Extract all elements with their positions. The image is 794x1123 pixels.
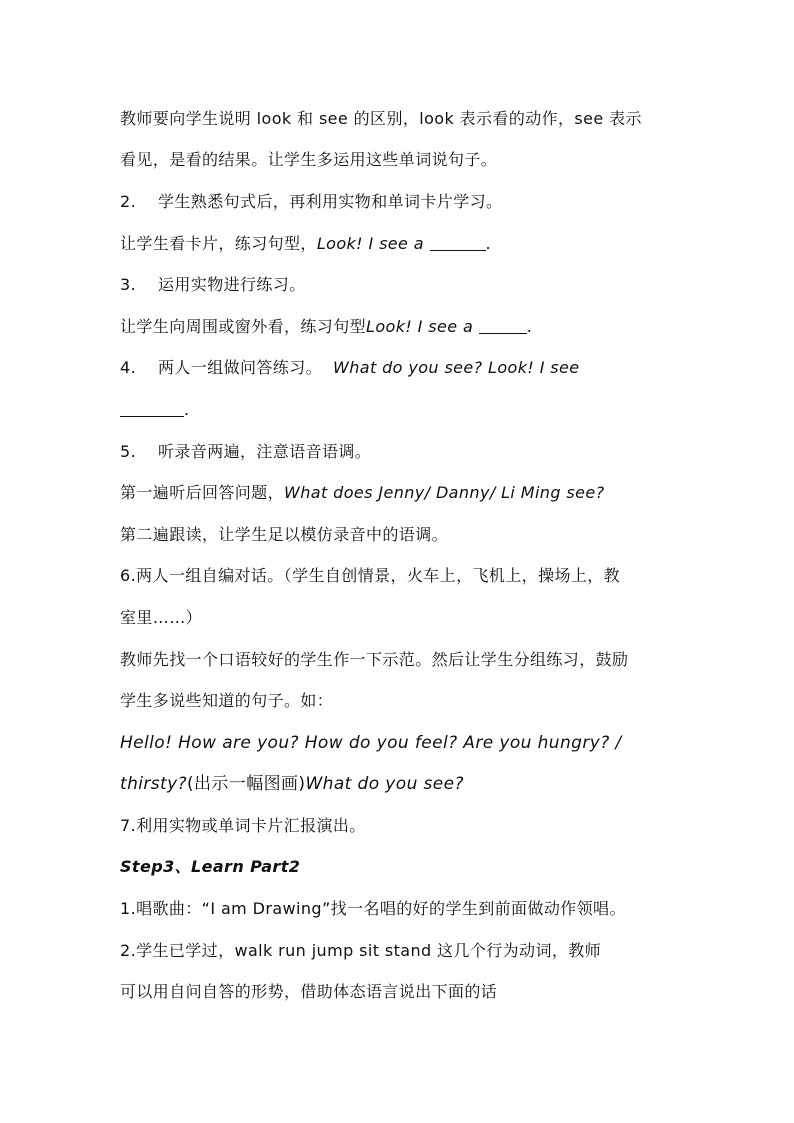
- paragraph-text: 2.学生已学过，walk run jump sit stand 这几个行为动词，教师: [120, 940, 602, 960]
- paragraph-text: (出示一幅图画): [186, 774, 306, 795]
- english-sentence: What does Jenny/ Danny/ Li Ming see?: [284, 483, 605, 503]
- text-line: [120, 389, 680, 431]
- text-line: [120, 223, 680, 265]
- text-line: [120, 764, 680, 806]
- item-number: 4.: [120, 358, 137, 378]
- text-line: [120, 639, 680, 681]
- text-line: [120, 472, 680, 514]
- text-line: [120, 306, 680, 348]
- item-number: 3.: [120, 275, 137, 295]
- step-heading: Step3、Learn Part2: [120, 857, 301, 877]
- punctuation: .: [485, 233, 491, 253]
- paragraph-text: 1.唱歌曲：“I am Drawing”找一名唱的好的学生到前面做动作领唱。: [120, 899, 626, 919]
- fill-blank: [479, 319, 527, 334]
- text-line: [120, 888, 680, 930]
- item-number: 2.: [120, 191, 137, 211]
- english-dialogue: Hello! How are you? How do you feel? Are you hungry? /: [120, 732, 622, 753]
- text-line: [120, 140, 680, 182]
- text-line: [120, 805, 680, 847]
- text-line: [120, 680, 680, 722]
- paragraph-text: 看见，是看的结果。让学生多运用这些单词说句子。: [120, 150, 498, 170]
- paragraph-text: 第一遍听后回答问题，: [120, 483, 285, 503]
- paragraph-text: 教师先找一个口语较好的学生作一下示范。然后让学生分组练习，鼓励: [120, 649, 629, 669]
- section-heading: [120, 847, 680, 889]
- english-sentence: What do you see? Look! I see: [333, 358, 580, 378]
- paragraph-text: 第二遍跟读，让学生足以模仿录音中的语调。: [120, 524, 449, 544]
- paragraph-text: 让学生看卡片，练习句型，: [120, 233, 317, 253]
- list-item: [120, 264, 680, 306]
- fill-blank: [430, 236, 486, 251]
- text-line: [120, 556, 680, 598]
- paragraph-text: 6.两人一组自编对话。（学生自创情景，火车上，飞机上，操场上，教: [120, 566, 621, 586]
- english-dialogue: thirsty?: [120, 774, 187, 795]
- paragraph-text: 室里……）: [120, 607, 203, 627]
- text-line: [120, 722, 680, 764]
- text-line: [120, 971, 680, 1013]
- english-sentence: Look! I see a: [366, 316, 474, 336]
- punctuation: .: [526, 316, 533, 336]
- paragraph-text: 让学生向周围或窗外看，练习句型: [120, 316, 367, 336]
- list-item: [120, 431, 680, 473]
- text-line: [120, 930, 680, 972]
- list-item: [120, 348, 680, 390]
- item-text: 两人一组做问答练习。: [158, 358, 323, 378]
- paragraph-text: 可以用自问自答的形势，借助体态语言说出下面的话: [120, 982, 498, 1002]
- paragraph-text: 7.利用实物或单词卡片汇报演出。: [120, 815, 366, 835]
- document-body: [120, 98, 680, 1013]
- fill-blank: [120, 402, 184, 417]
- item-text: 听录音两遍，注意语音语调。: [158, 441, 372, 461]
- english-sentence: Look! I see a: [316, 233, 424, 253]
- english-dialogue: What do you see?: [305, 774, 464, 795]
- text-line: [120, 597, 680, 639]
- text-line: [120, 98, 680, 140]
- item-text: 学生熟悉句式后，再利用实物和单词卡片学习。: [158, 191, 503, 211]
- paragraph-text: 教师要向学生说明 look 和 see 的区别，look 表示看的动作，see 表示: [120, 108, 642, 128]
- paragraph-text: 学生多说些知道的句子。如：: [120, 691, 334, 711]
- list-item: [120, 181, 680, 223]
- item-text: 运用实物进行练习。: [158, 275, 306, 295]
- item-number: 5.: [120, 441, 137, 461]
- punctuation: .: [184, 399, 190, 419]
- text-line: [120, 514, 680, 556]
